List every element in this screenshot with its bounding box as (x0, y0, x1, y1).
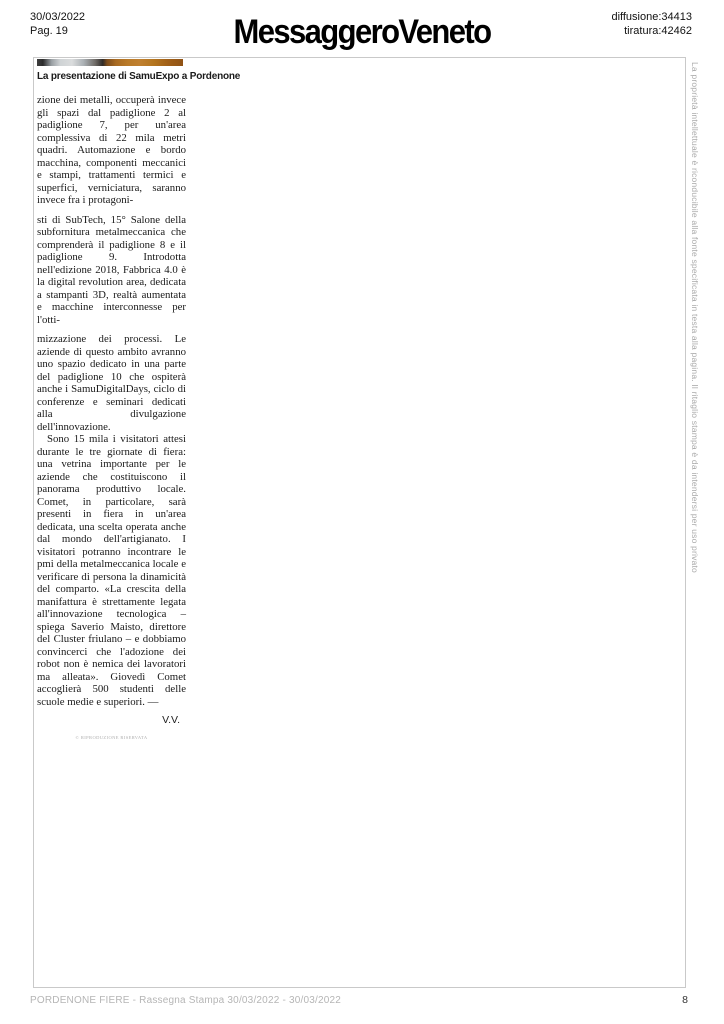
photo-caption: La presentazione di SamuExpo a Pordenone (37, 71, 241, 82)
diffusion-stat: diffusione:34413 (611, 11, 692, 23)
article-paragraph: mizzazione dei processi. Le aziende di questo ambito avranno uno spazio dedicato in una parte del padiglione 10 che ospiterà anche i SamuDigitalDays, ciclo di conferenze e seminari dedicati alla divulgazione dell'innovazione. (37, 333, 186, 433)
article-paragraph: Sono 15 mila i visitatori attesi durante le tre giornate di fiera: una vetrina importante per le aziende che costituiscono il panorama produttivo locale. Comet, in particolare, sarà presenti in fiera in un'area dedicata, una scelta operata anche dal mondo dell'artigianato. I visitatori potranno incontrare le pmi della metalmeccanica locale e verificare di persona la dinamicità del comparto. «La crescita della manifattura è strettamente legata all'innovazione tecnologica – spiega Saverio Maisto, direttore del Cluster friulano – e dobbiamo convincerci che l'adozione dei robot non è nemica dei lavoratori ma alleata». Giovedì Comet accoglierà 500 studenti delle scuole medie e superiori. — (37, 433, 186, 708)
clip-header-right (611, 10, 692, 38)
article-photo-strip (37, 59, 183, 66)
newspaper-masthead: MessaggeroVeneto (233, 12, 491, 51)
copyright-line: © RIPRODUZIONE RISERVATA (75, 734, 148, 740)
page-number: 8 (682, 994, 688, 1006)
article-paragraph: sti di SubTech, 15° Salone della subfornitura metalmeccanica che comprenderà il padiglione 8 e il padiglione 9. Introdotta nell'edizione 2018, Fabbrica 4.0 è la digital revolution area, dedicata a stampanti 3D, realtà aumentata e macchine interconnesse per l'otti- (37, 213, 186, 326)
article-text-column (37, 94, 186, 744)
article-clipping-box (33, 57, 686, 988)
print-run-stat: tiratura:42462 (624, 25, 692, 37)
clip-date: 30/03/2022 (30, 11, 86, 23)
rassegna-source-line: PORDENONE FIERE - Rassegna Stampa 30/03/2022 - 30/03/2022 (30, 995, 341, 1006)
article-paragraph: zione dei metalli, occuperà invece gli spazi dal padiglione 2 al padiglione 7, per un'area complessiva di 22 mila metri quadri. Automazione e bordo macchina, componenti meccanici e stampi, trattamenti termici e superfici, verniciatura, saranno invece fra i protagoni- (37, 94, 186, 206)
clip-page-ref: Pag. 19 (30, 25, 68, 37)
author-initials: V.V. (162, 714, 180, 726)
intellectual-property-disclaimer: La proprietà intellettuale è riconducibile alla fonte specificata in testa alla pagina. Il ritaglio stampa è da intendersi per uso privato (690, 62, 700, 573)
